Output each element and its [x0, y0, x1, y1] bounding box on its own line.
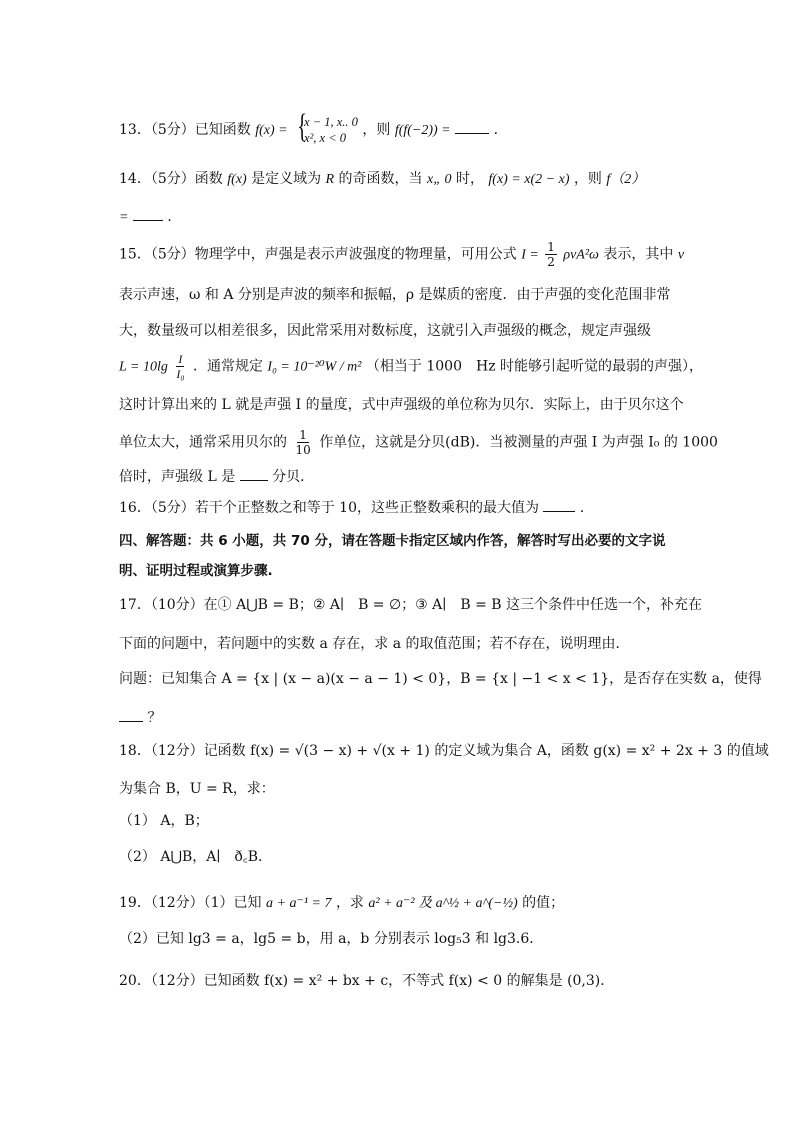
q15-tenth-fraction — [293, 428, 312, 457]
q14-expr: f(x) = x(2 − x) — [488, 172, 570, 187]
question-15-line5: 这时计算出来的 L 就是声强 I 的量度，式中声强级的单位称为贝尔．实际上，由于贝尔这个 — [119, 397, 684, 413]
section-heading-line2: 明、证明过程或演算步骤. — [119, 563, 273, 579]
question-20-line1: 20．（12分）已知函数 f(x) = x² + bx + c，不等式 f(x) < 0 的解集是 (0,3)． — [119, 973, 615, 989]
q15-l6-suffix: 作单位，这就是分贝(dB)．当被测量的声强 I 为声强 I₀ 的 1000 — [319, 434, 718, 451]
q14-r: R — [325, 172, 335, 187]
question-19-line1 — [119, 892, 564, 915]
q15-v: v — [677, 247, 685, 263]
q15-log-fraction — [174, 352, 186, 381]
q14-text3: 时， — [455, 171, 484, 187]
q14-f2: f（2） — [606, 172, 646, 187]
question-15-line3: 大，数量级可以相差很多，因此常采用对数标度，这就引入声强级的概念，规定声强级 — [119, 323, 651, 339]
answer-blank — [119, 707, 143, 722]
q14-cond: x„ 0 — [427, 172, 452, 187]
fraction-denominator: 2 — [547, 255, 555, 269]
question-18-line2: 为集合 B，U = R，求： — [119, 781, 275, 797]
q14-prefix: 14．（5分）函数 — [119, 171, 223, 187]
fraction-numerator: I — [178, 352, 183, 366]
question-14 — [119, 168, 645, 191]
brace-icon: { — [297, 108, 308, 145]
q13-function: f(x) = — [255, 123, 288, 138]
q13-piece-1: x − 1, x.. 0 — [304, 115, 358, 129]
q15-prefix: 15．（5分）物理学中，声强是表示声波强度的物理量，可用公式 — [119, 246, 517, 263]
q14-text1: 是定义域为 — [251, 171, 322, 187]
q13-mid: ，则 — [362, 122, 391, 138]
answer-blank — [455, 119, 489, 134]
q15-l7-prefix: 倍时，声强级 L 是 — [119, 469, 236, 485]
answer-blank — [543, 497, 575, 512]
q19-prefix: 19．（12分）（1）已知 — [119, 895, 262, 911]
question-17-line2: 下面的问题中，若问题中的实数 a 存在，求 a 的取值范围；若不存在，说明理由． — [119, 636, 630, 652]
q13-piece-2: x², x < 0 — [304, 131, 347, 145]
q19-expr2: a² + a⁻² 及 a^½ + a^(−½) — [368, 896, 518, 911]
question-16 — [119, 497, 594, 519]
question-18-line1: 18．（12分）记函数 f(x) = √(3 − x) + √(x + 1) 的定义域为集合 A，函数 g(x) = x² + 2x + 3 的值域 — [119, 743, 769, 759]
q15-suffix: 表示，其中 — [603, 246, 674, 263]
fraction-denominator: 10 — [295, 443, 311, 457]
q15-i0: I₀ = 10⁻²⁰W / m² — [267, 359, 362, 375]
q15-l6-prefix: 单位太大，通常采用贝尔的 — [119, 434, 287, 451]
q15-suffix2: （相当于 1000 Hz 时能够引起听觉的最弱的声强）， — [365, 358, 704, 375]
q16-text: 16．（5分）若干个正整数之和等于 10，这些正整数乘积的最大值为 — [119, 500, 539, 516]
answer-blank — [240, 466, 268, 481]
fraction-denominator: I₀ — [176, 367, 185, 381]
q14-text2: 的奇函数，当 — [338, 171, 423, 187]
q19-mid: ，求 — [335, 895, 364, 911]
q13-expr: f(f(−2)) = — [394, 123, 451, 138]
q15-fraction — [545, 240, 557, 269]
q14-f: f(x) — [227, 172, 247, 187]
q14-text4: ，则 — [573, 171, 602, 187]
q17-end: ？ — [147, 710, 162, 726]
q19-suffix: 的值； — [522, 895, 565, 911]
q15-sound-level: L = 10lg — [119, 359, 168, 375]
q15-l7-suffix: 分贝． — [272, 469, 315, 485]
question-15-line4 — [119, 352, 703, 381]
q13-end: ． — [493, 122, 508, 138]
q13-prefix: 13．（5分）已知函数 — [119, 122, 251, 138]
q15-formula-lhs: I = — [521, 247, 539, 263]
fraction-numerator: 1 — [547, 240, 555, 254]
question-18-line4: （2） A⋃B，A∣ ð꜀B． — [119, 849, 272, 865]
q16-end: ． — [579, 500, 594, 516]
question-15-line2: 表示声速，ω 和 A 分别是声波的频率和振幅，ρ 是媒质的密度．由于声强的变化范围非常 — [119, 287, 671, 303]
q14-eq: = — [119, 210, 129, 225]
question-17-line3: 问题：已知集合 A = {x | (x − a)(x − a − 1) < 0}，B = {x | −1 < x < 1}，是否存在实数 a，使得 — [119, 671, 762, 687]
q19-expr1: a + a⁻¹ = 7 — [266, 896, 332, 911]
q14-end: ． — [167, 209, 182, 225]
question-19-line2: （2）已知 lg3 = a，lg5 = b，用 a，b 分别表示 log₅3 和 lg3.6． — [119, 931, 544, 947]
question-17-line4 — [119, 707, 161, 729]
question-13 — [119, 108, 508, 146]
q15-formula-rhs: ρvA²ω — [563, 247, 599, 263]
answer-blank — [133, 206, 163, 221]
q15-mid: ．通常规定 — [192, 358, 263, 375]
question-15-line1 — [119, 240, 684, 269]
question-14-line2 — [119, 206, 181, 229]
question-15-line7 — [119, 466, 314, 488]
question-15-line6 — [119, 428, 718, 457]
q13-piecewise — [294, 108, 358, 146]
question-17-line1: 17．（10分）在① A⋃B = B；② A∣ B = ∅；③ A∣ B = B 这三个条件中任选一个，补充在 — [119, 597, 703, 613]
question-18-line3: （1） A，B； — [119, 813, 209, 829]
section-heading-line1: 四、解答题：共 6 小题，共 70 分，请在答题卡指定区域内作答，解答时写出必要的文字说 — [119, 533, 666, 549]
fraction-numerator: 1 — [299, 428, 307, 442]
